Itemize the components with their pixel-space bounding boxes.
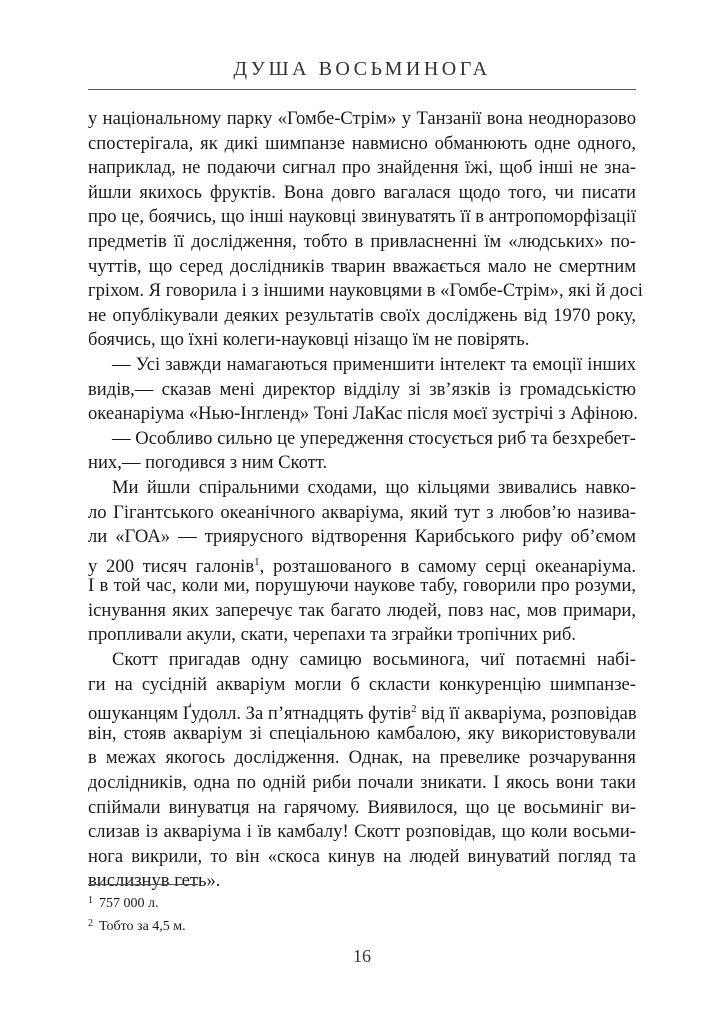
text-fragment: від її акваріума, розповідав — [416, 703, 637, 725]
text-line: видів,— сказав мені директор відділу зі зв’язків із громадськістю — [88, 378, 636, 400]
footnotes — [88, 891, 636, 937]
text-line — [88, 697, 637, 725]
text-line: гріхом. Я говорила і з іншими науковцями в «Гомбе-Стрім», які й досі — [88, 280, 643, 302]
text-line: боячись, що їхні колеги-науковці нізащо їм не повірять. — [88, 329, 530, 351]
footnote-rule — [88, 884, 198, 885]
text-line: І в той час, коли ми, порушуючи наукове табу, говорили про розуми, — [88, 575, 636, 597]
text-line: ли «ГОА» — триярусного відтворення Карибського рифу об’ємом — [88, 526, 636, 548]
text-line: океанаріума «Нью-Інгленд» Тоні ЛаКас після моєї зустрічі з Афіною. — [88, 403, 638, 425]
text-line: в межах якогось дослідження. Однак, на превелике розчарування — [88, 747, 636, 769]
text-line: Ми йшли спіральними сходами, що кільцями звивались навко- — [112, 476, 636, 498]
text-line: йшли якихось фруктів. Вона довго вагалася щодо того, чи писати — [88, 181, 636, 203]
text-line: Скотт пригадав одну самицю восьминога, чиї потаємні набі- — [112, 649, 636, 671]
text-line: спіймали винуватця на гарячому. Виявилося, що це восьминіг ви- — [88, 796, 636, 818]
text-line: слизав із акваріума і їв камбалу! Скотт розповідав, що коли восьми- — [88, 821, 636, 843]
text-line: чуттів, що серед дослідників тварин вважається мало не смертним — [88, 255, 636, 277]
text-line: не опублікували деяких результатів своїх досліджень від 1970 року, — [88, 304, 636, 326]
text-line: ги на сусідній акваріум могли б скласти конкуренцію шимпанзе- — [88, 673, 636, 695]
text-line: — Особливо сильно це упередження стосується риб та безхребет- — [112, 427, 636, 449]
footnote-text: Тобто за 4,5 м. — [99, 919, 186, 934]
footnote-mark: 2 — [411, 703, 417, 716]
header-rule — [88, 89, 636, 90]
body-text — [88, 107, 643, 894]
footnote-number: 1 — [88, 895, 93, 906]
text-line: ло Гігантського океанічного акваріума, який тут з любов’ю назива- — [88, 501, 636, 523]
text-line: нога викрили, то він «скоса кинув на людей винуватий погляд та — [88, 845, 636, 867]
footnote-text: 757 000 л. — [99, 896, 159, 911]
text-fragment: у 200 тисяч галонів — [88, 555, 255, 577]
footnote-number: 2 — [88, 918, 93, 929]
text-line: існування яких заперечує так багато людей, повз нас, мов примари, — [88, 599, 636, 621]
text-line: пропливали акули, скати, черепахи та зграйки тропічних риб. — [88, 624, 576, 646]
text-fragment: ошуканцям Ґудолл. За п’ятнадцять футів — [88, 703, 412, 725]
text-line: наприклад, не подаючи сигнал про знайдення їжі, щоб інші не зна- — [88, 157, 636, 179]
footnote — [88, 891, 636, 914]
text-fragment: , розташованого в самому серці океанаріума. — [259, 555, 636, 577]
text-line: вислизнув геть». — [88, 870, 221, 892]
text-line: предметів її дослідження, тобто в привласненні їм «людських» по- — [88, 230, 636, 252]
text-line: спостерігала, як дикі шимпанзе навмисно обманюють одне одного, — [88, 132, 636, 154]
text-line: них,— погодився з ним Скотт. — [88, 452, 328, 474]
text-line: у національному парку «Гомбе-Стрім» у Танзанії вона неодноразово — [88, 108, 636, 129]
text-line: дослідників, одна по одній риби почали зникати. І якось вони таки — [88, 772, 636, 794]
footnote-mark: 1 — [254, 555, 260, 568]
text-line — [88, 550, 636, 575]
footnote — [88, 914, 636, 937]
text-line: — Усі завжди намагаються применшити інтелект та емоції інших — [112, 353, 636, 375]
text-line: він, стояв акваріум зі спеціальною камбалою, яку використовували — [88, 722, 636, 744]
text-line: про це, боячись, що інші науковці звинуватять її в антропоморфізації — [88, 206, 637, 228]
page-number: 16 — [353, 946, 371, 966]
running-head: ДУША ВОСЬМИНОГА — [233, 58, 491, 80]
